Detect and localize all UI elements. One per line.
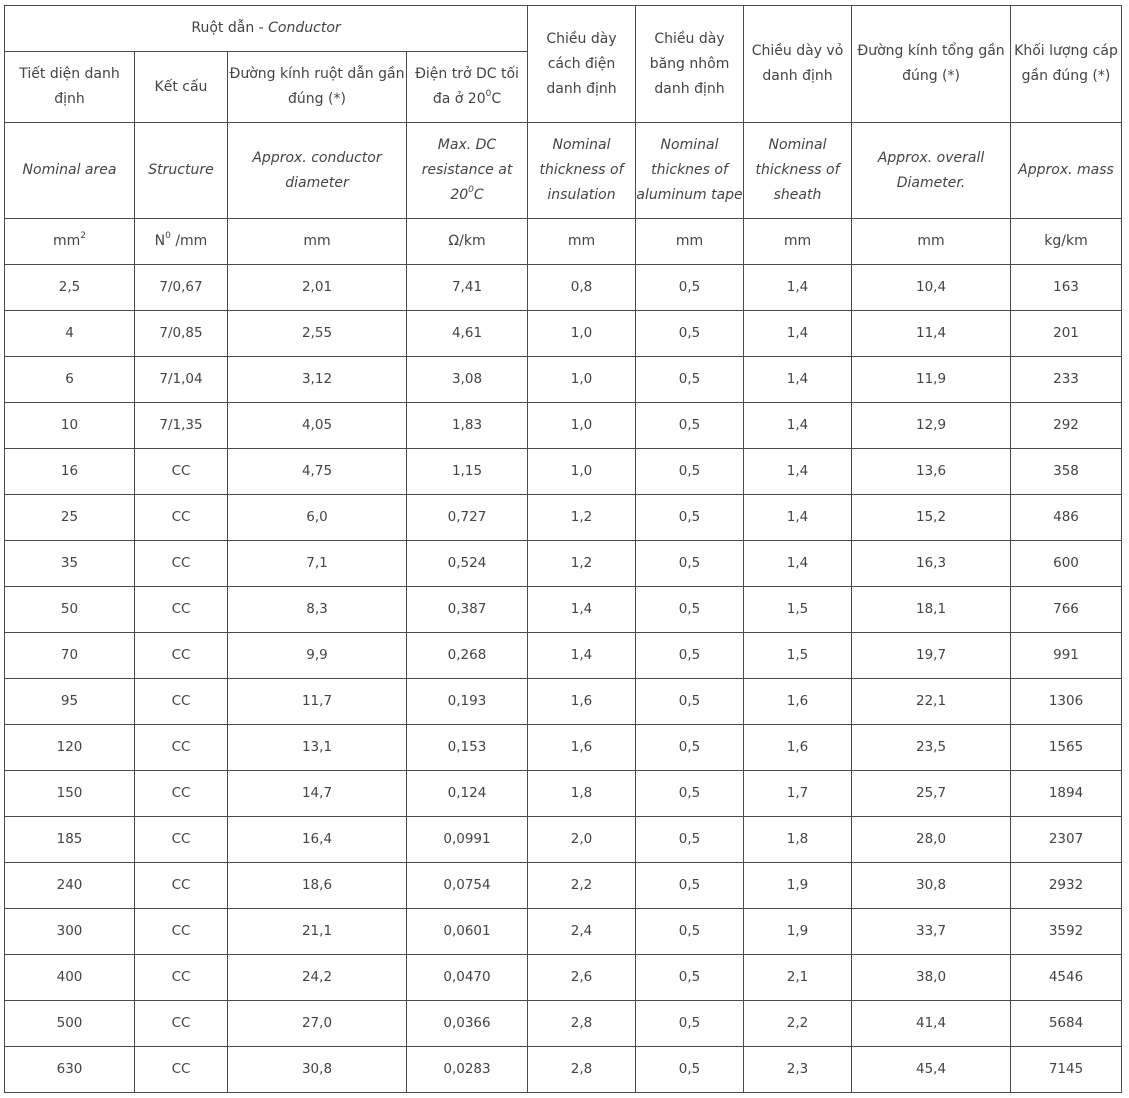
nominal-area-cell: 240: [5, 863, 135, 909]
cable-mass-cell: 292: [1011, 403, 1122, 449]
aluminum-tape-thickness-cell: 0,5: [636, 771, 744, 817]
overall-diameter-cell: 28,0: [852, 817, 1011, 863]
table-row: [5, 541, 1122, 587]
dc-resistance-cell: 7,41: [407, 265, 528, 311]
aluminum-tape-thickness-cell: 0,5: [636, 725, 744, 771]
cable-mass-cell: 1565: [1011, 725, 1122, 771]
overall-diameter-cell: 41,4: [852, 1001, 1011, 1047]
unit-insulation-thickness: mm: [528, 219, 636, 265]
insulation-thickness-header-en: Nominal thickness of insulation: [528, 123, 636, 219]
unit-nominal-area: [5, 219, 135, 265]
dc-resistance-cell: 0,268: [407, 633, 528, 679]
dc-resistance-cell: 0,124: [407, 771, 528, 817]
table-row: [5, 679, 1122, 725]
dc-resistance-cell: 0,0991: [407, 817, 528, 863]
overall-diameter-cell: 25,7: [852, 771, 1011, 817]
table-row: [5, 909, 1122, 955]
aluminum-tape-thickness-cell: 0,5: [636, 265, 744, 311]
aluminum-tape-thickness-cell: 0,5: [636, 403, 744, 449]
conductor-diameter-cell: 6,0: [228, 495, 407, 541]
sheath-thickness-header-en: Nominal thickness of sheath: [744, 123, 852, 219]
dc-resistance-header-en-sup: 0: [468, 185, 474, 196]
dc-resistance-header-en: [407, 123, 528, 219]
insulation-thickness-cell: 2,4: [528, 909, 636, 955]
conductor-diameter-cell: 13,1: [228, 725, 407, 771]
aluminum-tape-thickness-cell: 0,5: [636, 1001, 744, 1047]
table-row: [5, 771, 1122, 817]
sheath-thickness-cell: 1,9: [744, 863, 852, 909]
nominal-area-cell: 300: [5, 909, 135, 955]
conductor-diameter-cell: 4,05: [228, 403, 407, 449]
sheath-thickness-cell: 1,6: [744, 725, 852, 771]
nominal-area-header-vi: Tiết diện danh định: [5, 52, 135, 123]
insulation-thickness-header-vi: Chiều dày cách điện danh định: [528, 6, 636, 123]
cable-mass-cell: 201: [1011, 311, 1122, 357]
unit-aluminum-tape-thickness: mm: [636, 219, 744, 265]
units-row: [5, 219, 1122, 265]
nominal-area-cell: 630: [5, 1047, 135, 1093]
insulation-thickness-cell: 2,8: [528, 1047, 636, 1093]
aluminum-tape-thickness-cell: 0,5: [636, 633, 744, 679]
sheath-thickness-cell: 1,7: [744, 771, 852, 817]
dc-resistance-cell: 0,727: [407, 495, 528, 541]
conductor-diameter-cell: 21,1: [228, 909, 407, 955]
sheath-thickness-cell: 1,4: [744, 357, 852, 403]
unit-structure-text: N: [154, 233, 166, 249]
table-row: [5, 495, 1122, 541]
nominal-area-cell: 185: [5, 817, 135, 863]
dc-resistance-cell: 0,0283: [407, 1047, 528, 1093]
unit-structure-sup: 0: [165, 231, 171, 242]
cable-mass-cell: 5684: [1011, 1001, 1122, 1047]
dc-resistance-cell: 0,0601: [407, 909, 528, 955]
structure-header-vi: Kết cấu: [135, 52, 228, 123]
aluminum-tape-thickness-cell: 0,5: [636, 449, 744, 495]
structure-cell: CC: [135, 817, 228, 863]
unit-sheath-thickness: mm: [744, 219, 852, 265]
unit-nominal-area-text: mm: [52, 233, 81, 249]
cable-mass-cell: 233: [1011, 357, 1122, 403]
aluminum-tape-thickness-cell: 0,5: [636, 495, 744, 541]
overall-diameter-cell: 16,3: [852, 541, 1011, 587]
overall-diameter-cell: 23,5: [852, 725, 1011, 771]
conductor-diameter-cell: 18,6: [228, 863, 407, 909]
conductor-diameter-cell: 30,8: [228, 1047, 407, 1093]
dc-resistance-header-en-text: Max. DC resistance at 20: [421, 137, 513, 203]
structure-cell: CC: [135, 541, 228, 587]
aluminum-tape-thickness-cell: 0,5: [636, 357, 744, 403]
overall-diameter-cell: 11,4: [852, 311, 1011, 357]
unit-conductor-diameter: mm: [228, 219, 407, 265]
sheath-thickness-cell: 1,4: [744, 311, 852, 357]
dc-resistance-cell: 0,153: [407, 725, 528, 771]
sheath-thickness-cell: 2,1: [744, 955, 852, 1001]
insulation-thickness-cell: 2,0: [528, 817, 636, 863]
conductor-diameter-cell: 24,2: [228, 955, 407, 1001]
insulation-thickness-cell: 0,8: [528, 265, 636, 311]
structure-cell: 7/1,04: [135, 357, 228, 403]
structure-cell: CC: [135, 633, 228, 679]
unit-dc-resistance: Ω/km: [407, 219, 528, 265]
dc-resistance-cell: 4,61: [407, 311, 528, 357]
conductor-diameter-cell: 14,7: [228, 771, 407, 817]
structure-cell: CC: [135, 1047, 228, 1093]
cable-mass-cell: 600: [1011, 541, 1122, 587]
structure-cell: CC: [135, 771, 228, 817]
table-row: [5, 265, 1122, 311]
dc-resistance-cell: 0,0754: [407, 863, 528, 909]
aluminum-tape-thickness-cell: 0,5: [636, 311, 744, 357]
structure-cell: 7/0,85: [135, 311, 228, 357]
cable-mass-cell: 358: [1011, 449, 1122, 495]
dc-resistance-header-vi: [407, 52, 528, 123]
dc-resistance-cell: 0,0470: [407, 955, 528, 1001]
cable-mass-cell: 766: [1011, 587, 1122, 633]
conductor-diameter-cell: 11,7: [228, 679, 407, 725]
table-row: [5, 817, 1122, 863]
insulation-thickness-cell: 1,0: [528, 311, 636, 357]
insulation-thickness-cell: 2,6: [528, 955, 636, 1001]
cable-mass-cell: 1306: [1011, 679, 1122, 725]
overall-diameter-cell: 38,0: [852, 955, 1011, 1001]
cable-mass-cell: 163: [1011, 265, 1122, 311]
structure-cell: 7/0,67: [135, 265, 228, 311]
cable-mass-cell: 7145: [1011, 1047, 1122, 1093]
structure-cell: 7/1,35: [135, 403, 228, 449]
nominal-area-cell: 25: [5, 495, 135, 541]
insulation-thickness-cell: 1,2: [528, 495, 636, 541]
sheath-thickness-cell: 2,2: [744, 1001, 852, 1047]
conductor-diameter-cell: 4,75: [228, 449, 407, 495]
table-row: [5, 863, 1122, 909]
unit-structure: [135, 219, 228, 265]
sheath-thickness-cell: 1,4: [744, 449, 852, 495]
table-row: [5, 357, 1122, 403]
structure-cell: CC: [135, 495, 228, 541]
table-row: [5, 1001, 1122, 1047]
insulation-thickness-cell: 2,8: [528, 1001, 636, 1047]
sheath-thickness-cell: 1,5: [744, 587, 852, 633]
nominal-area-cell: 150: [5, 771, 135, 817]
insulation-thickness-cell: 1,6: [528, 679, 636, 725]
dc-resistance-header-en-tail: C: [473, 187, 484, 203]
aluminum-tape-thickness-cell: 0,5: [636, 541, 744, 587]
unit-overall-diameter: mm: [852, 219, 1011, 265]
sheath-thickness-cell: 2,3: [744, 1047, 852, 1093]
nominal-area-cell: 2,5: [5, 265, 135, 311]
insulation-thickness-cell: 1,4: [528, 633, 636, 679]
insulation-thickness-cell: 1,0: [528, 403, 636, 449]
nominal-area-header-en: Nominal area: [5, 123, 135, 219]
aluminum-tape-thickness-cell: 0,5: [636, 817, 744, 863]
conductor-diameter-cell: 27,0: [228, 1001, 407, 1047]
overall-diameter-cell: 22,1: [852, 679, 1011, 725]
dc-resistance-header-vi-text: Điện trở DC tối đa ở 20: [415, 66, 519, 107]
table-row: [5, 449, 1122, 495]
conductor-diameter-cell: 2,01: [228, 265, 407, 311]
overall-diameter-cell: 33,7: [852, 909, 1011, 955]
conductor-diameter-cell: 7,1: [228, 541, 407, 587]
nominal-area-cell: 16: [5, 449, 135, 495]
dc-resistance-header-vi-sup: 0: [485, 89, 492, 100]
sheath-thickness-cell: 1,4: [744, 495, 852, 541]
nominal-area-cell: 500: [5, 1001, 135, 1047]
sheath-thickness-cell: 1,4: [744, 403, 852, 449]
aluminum-tape-thickness-cell: 0,5: [636, 909, 744, 955]
structure-cell: CC: [135, 725, 228, 771]
conductor-diameter-cell: 9,9: [228, 633, 407, 679]
structure-cell: CC: [135, 955, 228, 1001]
overall-diameter-cell: 12,9: [852, 403, 1011, 449]
cable-mass-header-vi: Khối lượng cáp gần đúng (*): [1011, 6, 1122, 123]
cable-spec-table: [4, 5, 1122, 1093]
header-row-group: [5, 6, 1122, 52]
nominal-area-cell: 120: [5, 725, 135, 771]
nominal-area-cell: 400: [5, 955, 135, 1001]
overall-diameter-cell: 13,6: [852, 449, 1011, 495]
conductor-diameter-header-en: Approx. conductor diameter: [228, 123, 407, 219]
cable-mass-cell: 486: [1011, 495, 1122, 541]
table-row: [5, 403, 1122, 449]
conductor-diameter-cell: 8,3: [228, 587, 407, 633]
insulation-thickness-cell: 2,2: [528, 863, 636, 909]
cable-mass-cell: 2307: [1011, 817, 1122, 863]
sheath-thickness-cell: 1,5: [744, 633, 852, 679]
table-row: [5, 587, 1122, 633]
nominal-area-cell: 50: [5, 587, 135, 633]
cable-mass-header-en: Approx. mass: [1011, 123, 1122, 219]
cable-mass-cell: 991: [1011, 633, 1122, 679]
structure-cell: CC: [135, 449, 228, 495]
cable-mass-cell: 1894: [1011, 771, 1122, 817]
overall-diameter-cell: 10,4: [852, 265, 1011, 311]
table-row: [5, 955, 1122, 1001]
structure-header-en: Structure: [135, 123, 228, 219]
aluminum-tape-thickness-header-vi: Chiều dày băng nhôm danh định: [636, 6, 744, 123]
structure-cell: CC: [135, 1001, 228, 1047]
nominal-area-cell: 70: [5, 633, 135, 679]
overall-diameter-cell: 19,7: [852, 633, 1011, 679]
cable-mass-cell: 3592: [1011, 909, 1122, 955]
cable-mass-cell: 4546: [1011, 955, 1122, 1001]
nominal-area-cell: 4: [5, 311, 135, 357]
nominal-area-cell: 10: [5, 403, 135, 449]
aluminum-tape-thickness-cell: 0,5: [636, 1047, 744, 1093]
nominal-area-cell: 6: [5, 357, 135, 403]
unit-nominal-area-sup: 2: [80, 231, 86, 242]
sheath-thickness-cell: 1,6: [744, 679, 852, 725]
overall-diameter-cell: 45,4: [852, 1047, 1011, 1093]
sheath-thickness-cell: 1,4: [744, 265, 852, 311]
unit-cable-mass: kg/km: [1011, 219, 1122, 265]
aluminum-tape-thickness-header-en: Nominal thicknes of aluminum tape: [636, 123, 744, 219]
structure-cell: CC: [135, 909, 228, 955]
sheath-thickness-cell: 1,9: [744, 909, 852, 955]
insulation-thickness-cell: 1,4: [528, 587, 636, 633]
overall-diameter-cell: 30,8: [852, 863, 1011, 909]
aluminum-tape-thickness-cell: 0,5: [636, 863, 744, 909]
conductor-diameter-cell: 16,4: [228, 817, 407, 863]
sheath-thickness-header-vi: Chiều dày vỏ danh định: [744, 6, 852, 123]
nominal-area-cell: 95: [5, 679, 135, 725]
conductor-group-label-vi: Ruột dẫn -: [191, 20, 269, 36]
table-row: [5, 311, 1122, 357]
structure-cell: CC: [135, 863, 228, 909]
dc-resistance-header-vi-tail: C: [491, 91, 502, 107]
sheath-thickness-cell: 1,8: [744, 817, 852, 863]
dc-resistance-cell: 1,83: [407, 403, 528, 449]
conductor-diameter-cell: 3,12: [228, 357, 407, 403]
overall-diameter-header-en: Approx. overall Diameter.: [852, 123, 1011, 219]
dc-resistance-cell: 0,0366: [407, 1001, 528, 1047]
dc-resistance-cell: 1,15: [407, 449, 528, 495]
aluminum-tape-thickness-cell: 0,5: [636, 679, 744, 725]
overall-diameter-cell: 18,1: [852, 587, 1011, 633]
table-row: [5, 1047, 1122, 1093]
insulation-thickness-cell: 1,6: [528, 725, 636, 771]
conductor-diameter-cell: 2,55: [228, 311, 407, 357]
insulation-thickness-cell: 1,8: [528, 771, 636, 817]
conductor-group-label-en: Conductor: [268, 20, 341, 36]
dc-resistance-cell: 0,193: [407, 679, 528, 725]
conductor-diameter-header-vi: Đường kính ruột dẫn gần đúng (*): [228, 52, 407, 123]
header-row-en: [5, 123, 1122, 219]
insulation-thickness-cell: 1,2: [528, 541, 636, 587]
overall-diameter-cell: 15,2: [852, 495, 1011, 541]
dc-resistance-cell: 0,387: [407, 587, 528, 633]
nominal-area-cell: 35: [5, 541, 135, 587]
overall-diameter-header-vi: Đường kính tổng gần đúng (*): [852, 6, 1011, 123]
dc-resistance-cell: 0,524: [407, 541, 528, 587]
structure-cell: CC: [135, 587, 228, 633]
structure-cell: CC: [135, 679, 228, 725]
sheath-thickness-cell: 1,4: [744, 541, 852, 587]
table-row: [5, 725, 1122, 771]
insulation-thickness-cell: 1,0: [528, 357, 636, 403]
conductor-group-header: [5, 6, 528, 52]
table-row: [5, 633, 1122, 679]
insulation-thickness-cell: 1,0: [528, 449, 636, 495]
overall-diameter-cell: 11,9: [852, 357, 1011, 403]
dc-resistance-cell: 3,08: [407, 357, 528, 403]
aluminum-tape-thickness-cell: 0,5: [636, 587, 744, 633]
cable-mass-cell: 2932: [1011, 863, 1122, 909]
aluminum-tape-thickness-cell: 0,5: [636, 955, 744, 1001]
unit-structure-tail: /mm: [170, 233, 208, 249]
